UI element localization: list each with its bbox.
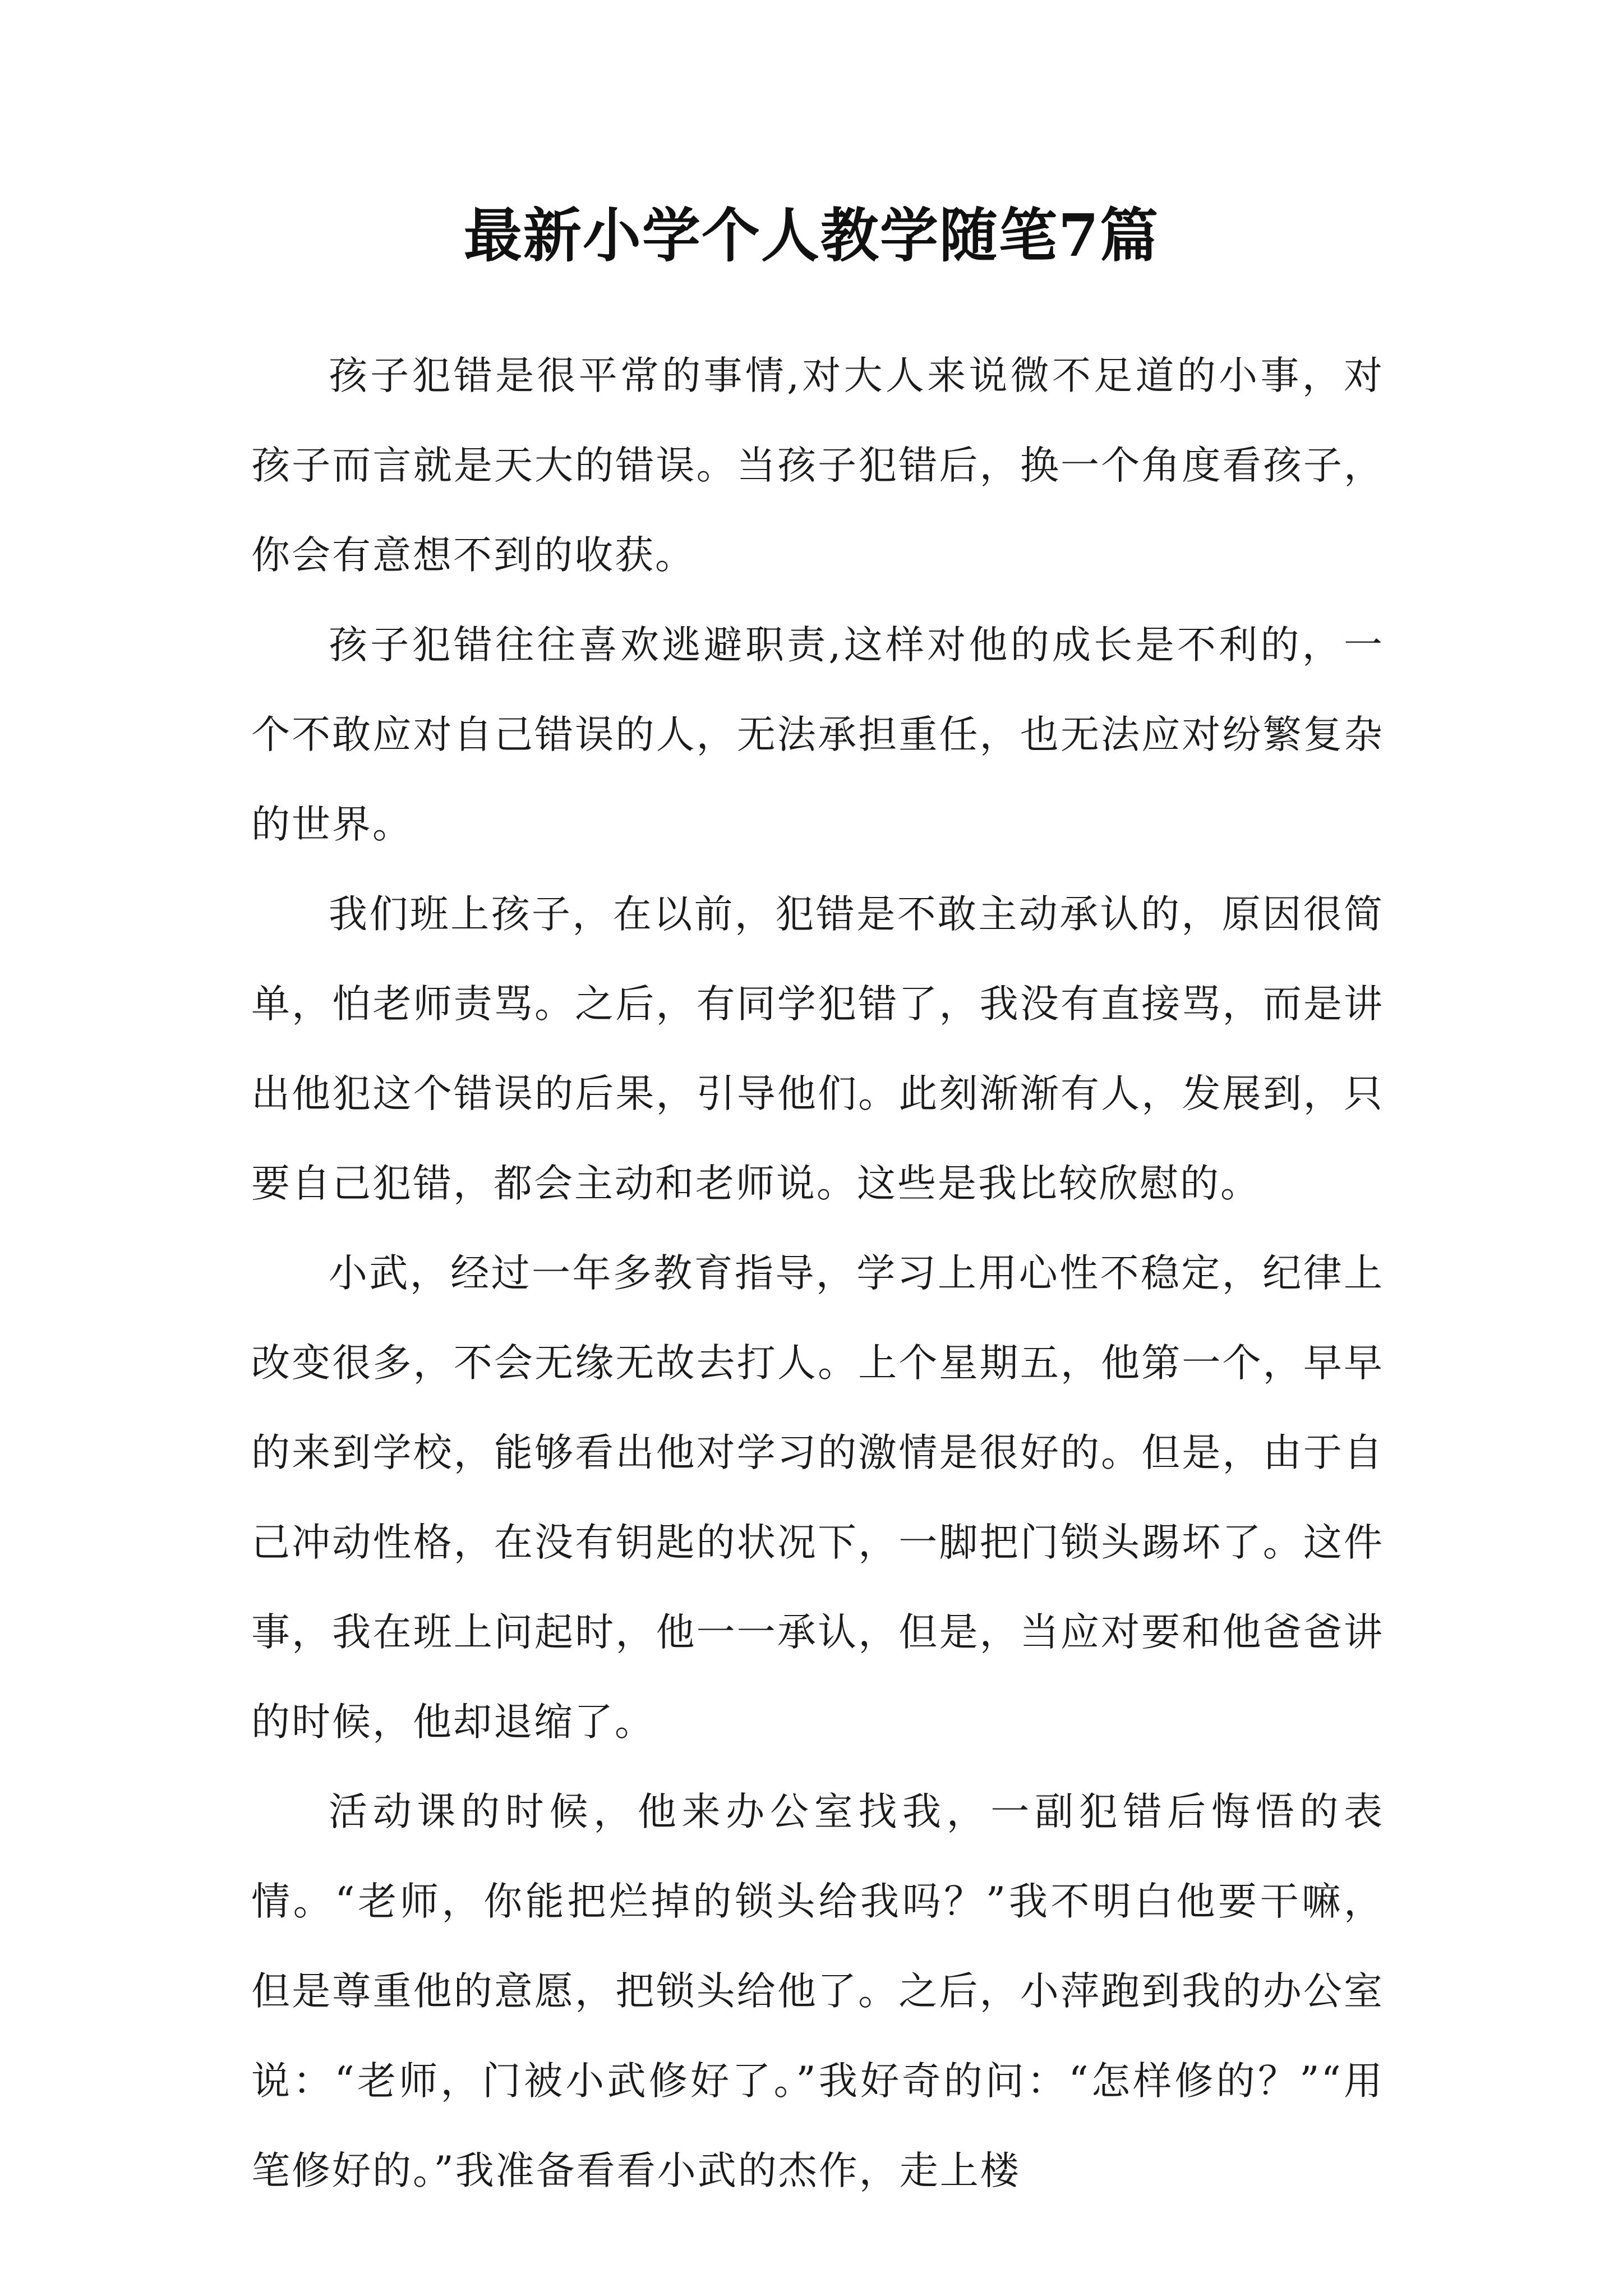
paragraph-3: 我们班上孩子，在以前，犯错是不敢主动承认的，原因很简单，怕老师责骂。之后，有同学犯错了，我没有直接骂，而是讲出他犯这个错误的后果，引导他们。此刻渐渐有人，发展到，只要自己犯错，都会主动和老师说。这些是我比较欣慰的。	[251, 892, 1384, 1206]
document-body	[251, 331, 1384, 2216]
document-title: 最新小学个人教学随笔7篇	[463, 201, 1160, 270]
paragraph-1: 孩子犯错是很平常的事情,对大人来说微不足道的小事，对孩子而言就是天大的错误。当孩子犯错后，换一个角度看孩子，你会有意想不到的收获。	[251, 353, 1384, 578]
paragraph-4: 小武，经过一年多教育指导，学习上用心性不稳定，纪律上改变很多，不会无缘无故去打人。上个星期五，他第一个，早早的来到学校，能够看出他对学习的激情是很好的。但是，由于自己冲动性格，在没有钥匙的状况下，一脚把门锁头踢坏了。这件事，我在班上问起时，他一一承认，但是，当应对要和他爸爸讲的时候，他却退缩了。	[251, 1251, 1384, 1745]
paragraph-5: 活动课的时候，他来办公室找我，一副犯错后悔悟的表情。“老师，你能把烂掉的锁头给我吗？”我不明白他要干嘛，但是尊重他的意愿，把锁头给他了。之后，小萍跑到我的办公室说：“老师，门被小武修好了。”我好奇的问：“怎样修的？”“用笔修好的。”我准备看看小武的杰作，走上楼	[251, 1789, 1384, 2193]
paragraph-2: 孩子犯错往往喜欢逃避职责,这样对他的成长是不利的，一个不敢应对自己错误的人，无法承担重任，也无法应对纷繁复杂的世界。	[251, 623, 1384, 847]
